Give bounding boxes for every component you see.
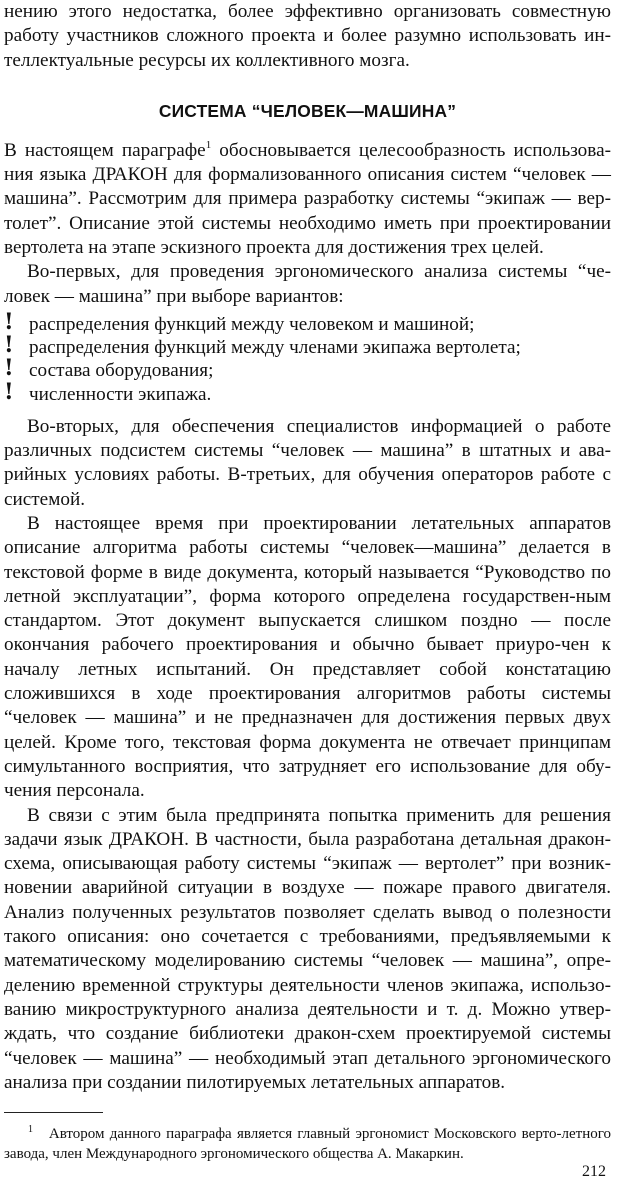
bullet-text: состава оборудования; <box>29 360 214 382</box>
footnote-reference[interactable]: 1 <box>205 138 212 151</box>
footnote-divider <box>4 1112 103 1113</box>
main-text-column <box>4 0 611 1095</box>
paragraph-1-start: В настоящем параграфе <box>4 139 206 161</box>
bullet-text: распределения функций между человеком и машиной; <box>29 313 475 335</box>
bullet-item <box>4 332 611 359</box>
exclamation-bullet-icon: ! <box>4 332 14 359</box>
bullet-list <box>4 308 611 406</box>
exclamation-bullet-icon: ! <box>4 378 14 405</box>
paragraph-1 <box>4 139 611 260</box>
section-heading: СИСТЕМА “ЧЕЛОВЕК—МАШИНА” <box>158 100 457 121</box>
intro-line-1: нению этого недостатка, более эффективно организовать совместную <box>4 1 611 22</box>
paragraph-4: В настоящее время при проектировании летательных аппаратов описание алгоритма работы системы “человек—машина” делается в текстовой форме в виде документа, который называется “Руководство по летной эксплуатации”, форма которого определена государствен-ным стандартом. Этот документ выпускается слишком поздно — после окончания рабочего проектирования и обычно бывает приуро-чен к началу летных испытаний. Он представляет собой констатацию сложившихся в ходе проектирования алгоритмов работы системы “человек — машина” и не предназначен для достижения первых двух целей. Кроме того, текстовая форма документа не отвечает принципам симультанного восприятия, что затрудняет его использование для обу-чения персонала. <box>4 512 611 802</box>
page-number: 212 <box>582 1163 606 1180</box>
paragraph-1-rest: обосновывается целесообразность использова-ния языка ДРАКОН для формализованного описания систем “человек — машина”. Рассмотрим для примера разработку системы “экипаж — вер-толет”. Описание этой системы необходимо иметь при проектировании вертолета на этапе эскизного проекта для достижения трех целей. <box>4 139 611 259</box>
paragraph-5: В связи с этим была предпринята попытка применить для решения задачи язык ДРАКОН. В частности, была разработана детальная дракон-схема, описывающая работу системы “экипаж — вертолет” при возник-новении аварийной ситуации в воздухе — пожаре правого двигателя. Анализ полученных результатов позволяет сделать вывод о полезности такого описания: оно сочетается с требованиями, предъявляемыми к математическому моделированию системы “человек — машина”, опре-делению временной структуры деятельности членов экипажа, использо-ванию микроструктурного анализа деятельности и т. д. Можно утвер-ждать, что создание библиотеки дракон-схем проектируемой системы “человек — машина” — необходимый этап детального эргономического анализа при создании пилотируемых летательных аппаратов. <box>4 804 611 1093</box>
bullet-text: численности экипажа. <box>29 383 212 405</box>
bullet-item <box>4 378 611 406</box>
footnote-text: Автором данного параграфа является главный эргономист Московского верто-летного завода, член Международного эргономического общества А. Макаркин. <box>4 1126 611 1162</box>
paragraph-3: Во-вторых, для обеспечения специалистов информацией о работе различных подсистем системы “человек — машина” в штатных и ава-рийных условиях работы. В-третьих, для обучения операторов работе с системой. <box>4 415 611 510</box>
intro-line-2: работу участников сложного проекта и более разумно использовать ин- <box>4 25 611 47</box>
footnote <box>4 1124 611 1164</box>
bullet-item <box>4 355 611 382</box>
bullet-text: распределения функций между членами экипажа вертолета; <box>29 337 521 359</box>
intro-paragraph-continuation <box>4 0 611 73</box>
paragraph-2: Во-первых, для проведения эргономического анализа системы “че-ловек — машина” при выборе вариантов: <box>4 261 611 307</box>
exclamation-bullet-icon: ! <box>4 308 14 335</box>
bullet-item <box>4 308 611 336</box>
footnote-mark: 1 <box>28 1124 33 1135</box>
intro-line-3: теллектуальные ресурсы их коллективного мозга. <box>4 49 410 71</box>
exclamation-bullet-icon: ! <box>4 355 14 382</box>
